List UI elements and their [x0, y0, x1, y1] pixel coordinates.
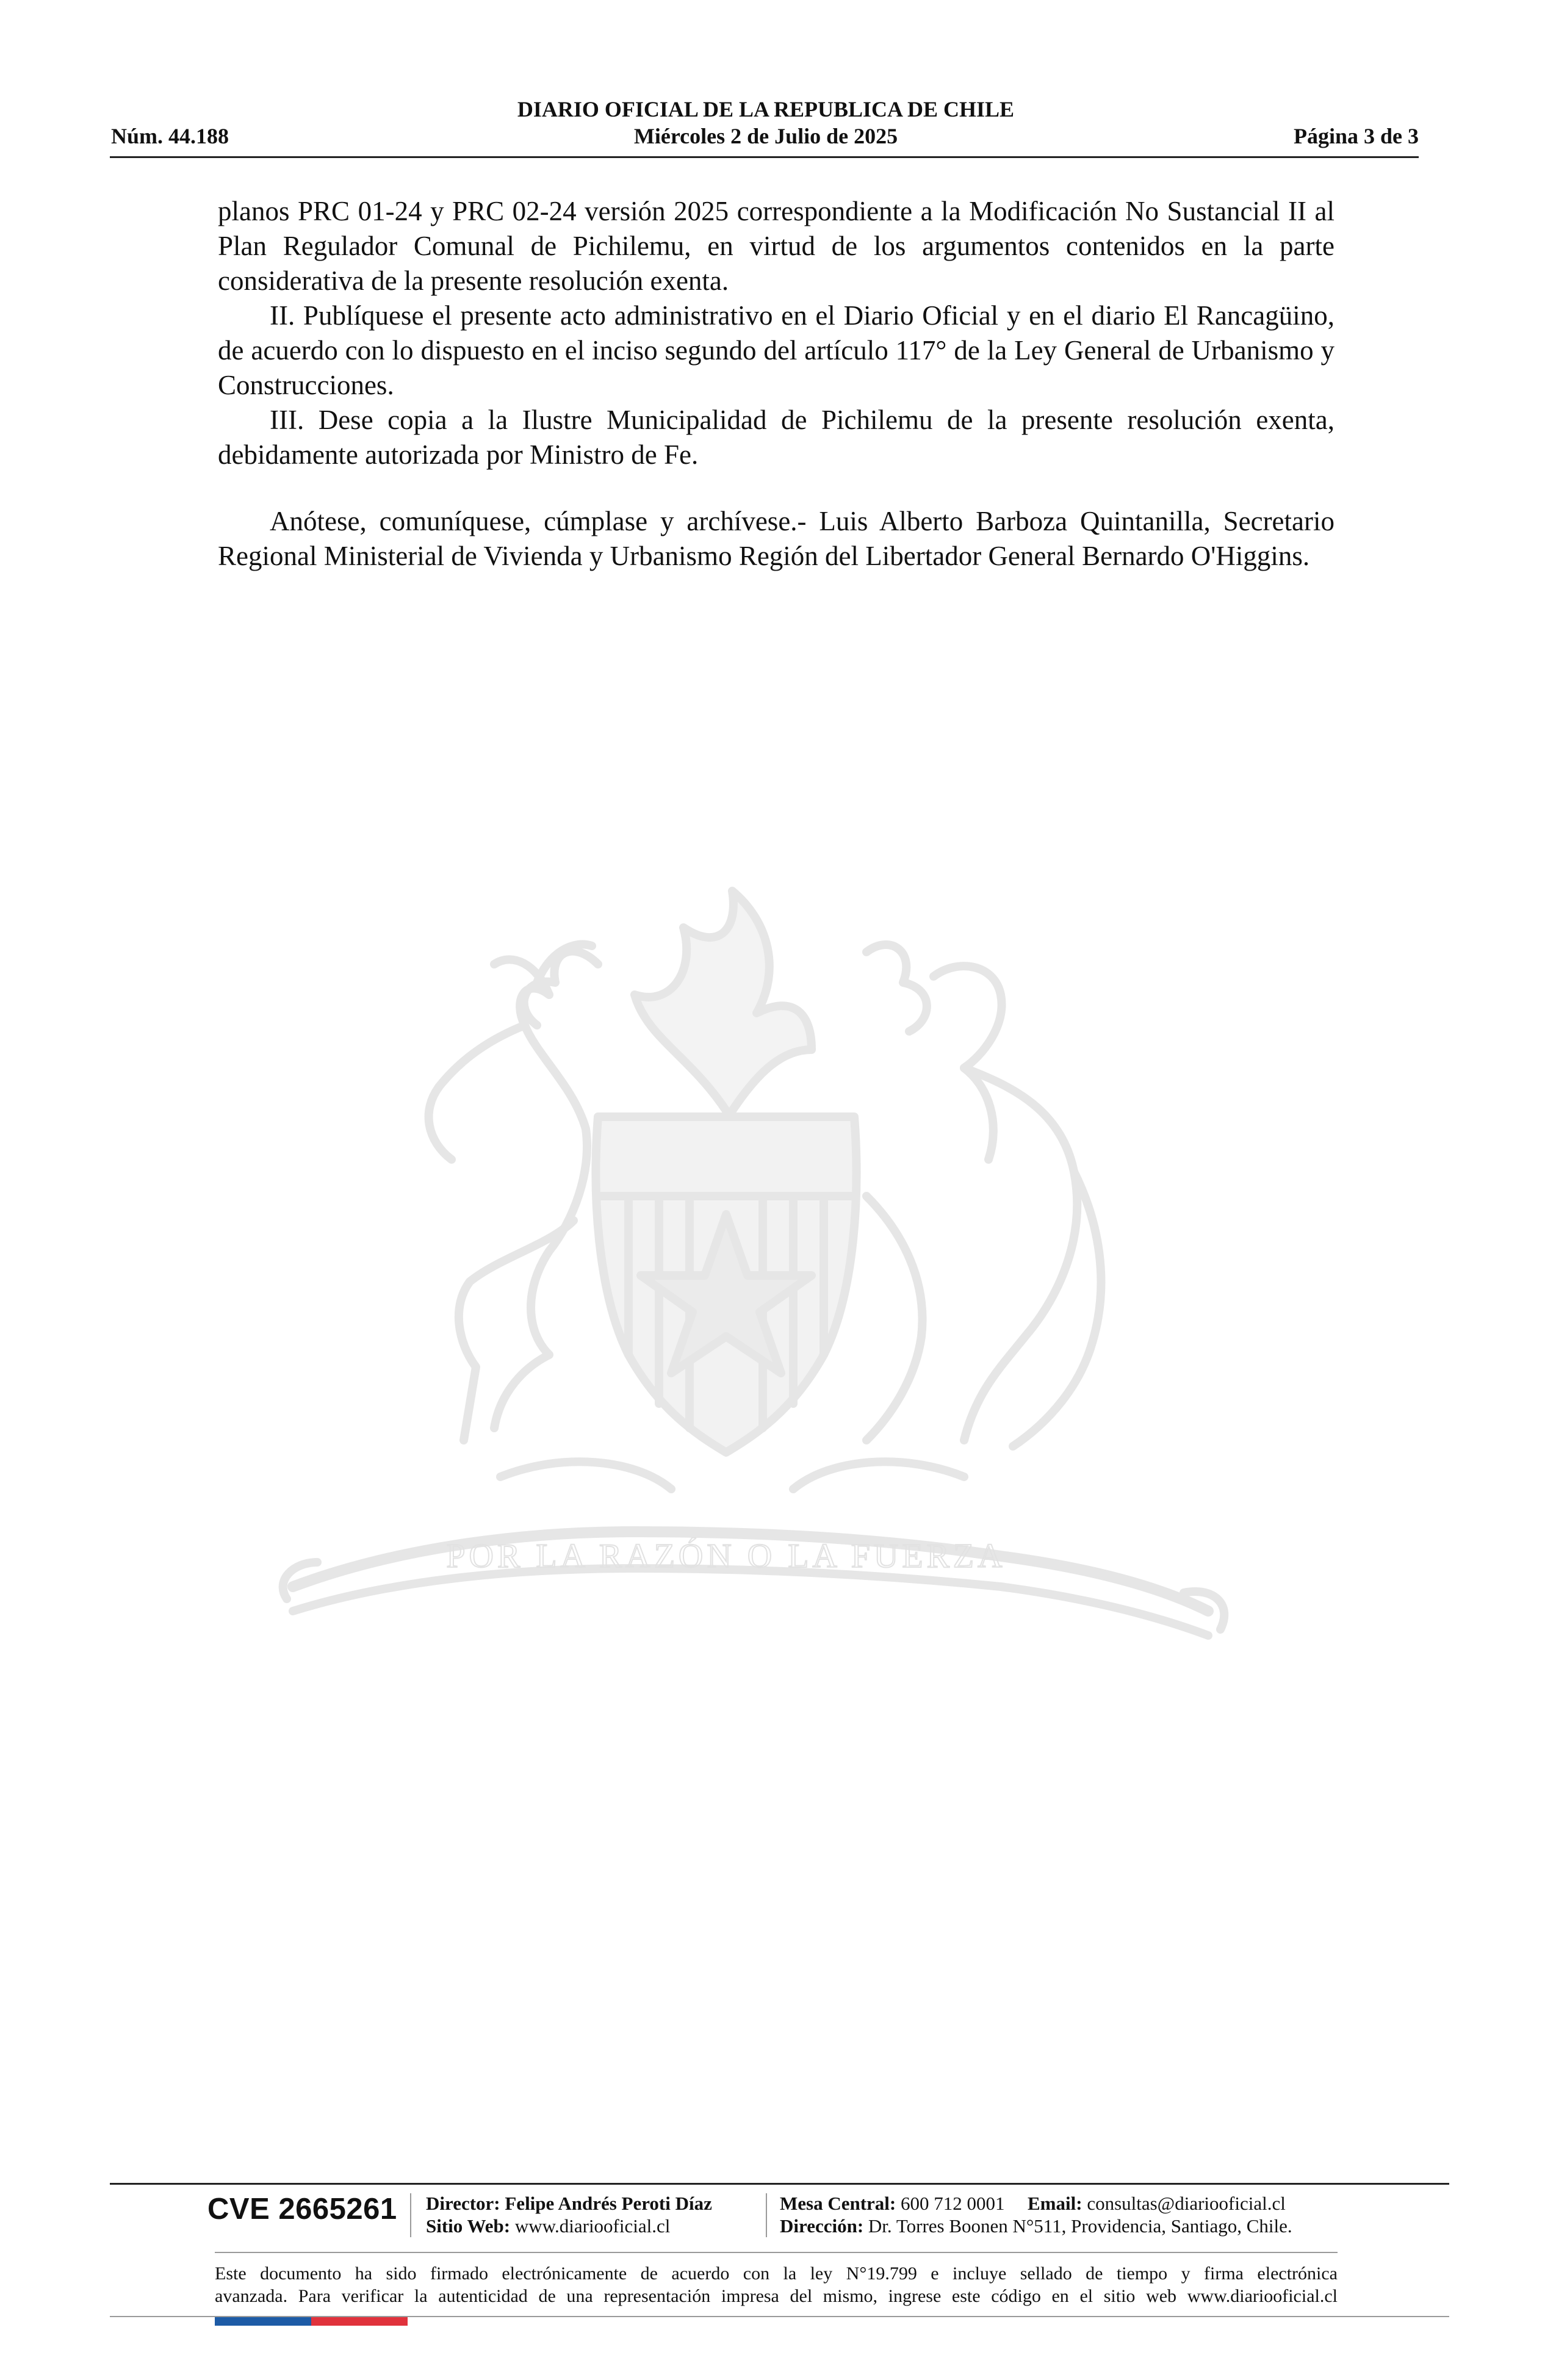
header-divider	[110, 156, 1419, 158]
footer-divider-middle	[215, 2252, 1338, 2253]
coat-of-arms-watermark	[207, 854, 1245, 1672]
flag-stripe-blue	[215, 2317, 311, 2326]
phone-label: Mesa Central:	[780, 2193, 896, 2214]
director-line	[426, 2193, 712, 2215]
issue-date: Miércoles 2 de Julio de 2025	[633, 124, 898, 148]
website-label: Sitio Web:	[426, 2215, 511, 2237]
flag-stripe-red	[311, 2317, 408, 2326]
newspaper-title: DIARIO OFICIAL DE LA REPUBLICA DE CHILE	[517, 97, 1015, 121]
address-label: Dirección:	[780, 2215, 864, 2237]
footer-separator	[766, 2193, 767, 2237]
coat-of-arms-motto: POR LA RAZÓN O LA FUERZA	[446, 1537, 1006, 1575]
paragraph-publiquese: II. Publíquese el presente acto administrativo en el Diario Oficial y en el diario El Rancagüino, de acuerdo con lo dispuesto en el inciso segundo del artículo 117° de la Ley General de Urbanismo y Construcciones.	[218, 300, 1334, 400]
page-number: Página 3 de 3	[1293, 124, 1419, 148]
director-label: Director:	[426, 2193, 500, 2214]
director-name: Felipe Andrés Peroti Díaz	[505, 2193, 712, 2214]
footer-separator	[410, 2193, 411, 2237]
cve-code: CVE 2665261	[207, 2193, 397, 2226]
contact-line	[780, 2193, 1286, 2215]
website-line	[426, 2215, 670, 2237]
address-line	[780, 2215, 1292, 2237]
legal-notice-line: avanzada. Para verificar la autenticidad de una representación impresa del mismo, ingrese este código en el sitio web www.diariooficial.cl	[215, 2286, 1338, 2306]
phone-value: 600 712 0001	[901, 2193, 1005, 2214]
footer-divider-top	[110, 2183, 1449, 2185]
paragraph-signature: Anótese, comuníquese, cúmplase y archívese.- Luis Alberto Barboza Quintanilla, Secretario Regional Ministerial de Vivienda y Urbanismo Región del Libertador General Bernardo O'Higgins.	[218, 506, 1334, 571]
address-value: Dr. Torres Boonen N°511, Providencia, Santiago, Chile.	[868, 2215, 1292, 2237]
issue-number: Núm. 44.188	[111, 124, 229, 148]
legal-notice-line: Este documento ha sido firmado electrónicamente de acuerdo con la ley N°19.799 e incluye sellado de tiempo y firma electrónica	[215, 2263, 1338, 2284]
paragraph-dese-copia: III. Dese copia a la Ilustre Municipalidad de Pichilemu de la presente resolución exenta, debidamente autorizada por Ministro de Fe.	[218, 405, 1334, 470]
legal-notice	[215, 2262, 1338, 2307]
email-label: Email:	[1028, 2193, 1082, 2214]
email-link[interactable]: consultas@diariooficial.cl	[1087, 2193, 1286, 2214]
resolution-text	[218, 194, 1334, 574]
paragraph-planos: planos PRC 01-24 y PRC 02-24 versión 2025 correspondiente a la Modificación No Sustancial II al Plan Regulador Comunal de Pichilemu, en virtud de los argumentos contenidos en la parte considerativa de la presente resolución exenta.	[218, 196, 1334, 296]
website-link[interactable]: www.diariooficial.cl	[514, 2215, 671, 2237]
